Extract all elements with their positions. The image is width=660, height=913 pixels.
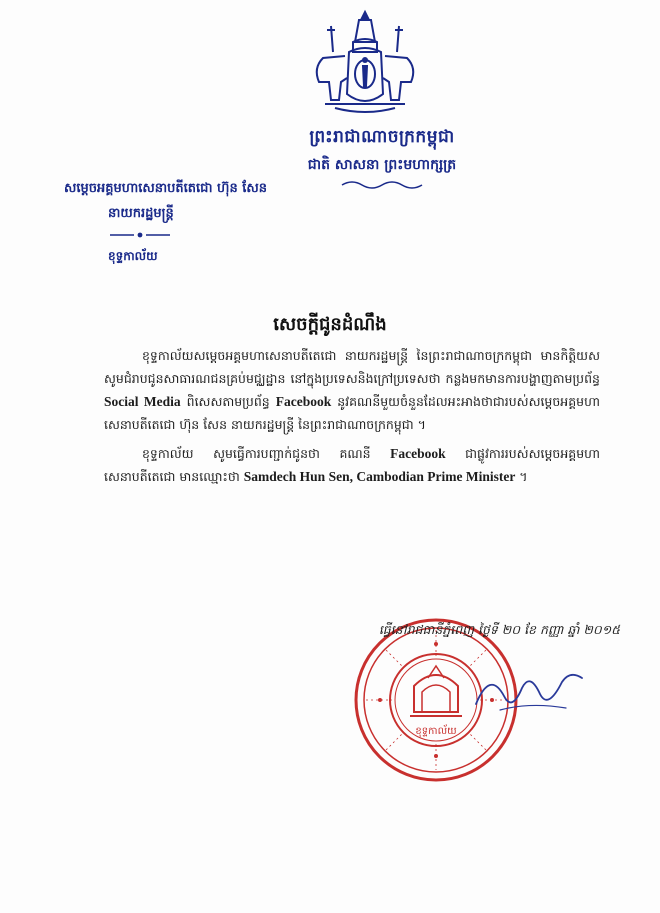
office-label: ខុទ្ទកាល័យ: [108, 249, 158, 263]
date-place-line: ធ្វើនៅរាជធានីភ្នំពេញ ថ្ងៃទី ២០ ខែ កញ្ញា ឆ្នាំ ២០១៥: [378, 622, 620, 637]
paragraph-1-text-a: ខុទ្ទកាល័យសម្តេចអគ្គមហាសេនាបតីតេជោ នាយករដ្ឋមន្ត្រី នៃព្រះរាជាណាចក្រកម្ពុជា មានកិត្តិយស សូមជំរាបជូនសាធារណជនគ្រប់មជ្ឈដ្ឋាន នៅក្នុងប្រទេសនិងក្រៅប្រទេសថា កន្លងមកមានការបង្ហាញតាមប្រព័ន្ធ: [104, 348, 600, 386]
facebook-term: Facebook: [275, 394, 332, 409]
paragraph-1: [104, 344, 600, 436]
kingdom-title: ព្រះរាជាណាចក្រកម្ពុជា: [309, 127, 455, 147]
seal-label: ខុទ្ទកាល័យ: [415, 726, 457, 737]
kingdom-header: [262, 126, 502, 176]
signature-mark: [470, 660, 590, 720]
paragraph-1-text-c: នូវគណនីមួយចំនួនដែលអះអាងថាជារបស់សម្តេចអគ្គមហាសេនាបតីតេជោ ហ៊ុន សែន នាយករដ្ឋមន្ត្រី នៃព្រះរាជាណាចក្រកម្ពុជា ។: [104, 394, 600, 432]
sender-divider-ornament: [108, 231, 172, 239]
royal-emblem-icon: [305, 8, 425, 120]
paragraph-2-end: ។: [519, 469, 528, 484]
sender-position: នាយករដ្ឋមន្ត្រី: [108, 206, 174, 221]
document-body: [104, 344, 600, 488]
facebook-term-2: Facebook: [390, 446, 446, 461]
paragraph-2: [104, 442, 600, 488]
sender-name: សម្តេចអគ្គមហាសេនាបតីតេជោ ហ៊ុន សែន: [64, 181, 267, 196]
sender-block: [64, 180, 324, 224]
paragraph-2-text-a: ខុទ្ទកាល័យ សូមធ្វើការបញ្ជាក់ជូនថា គណនី: [142, 446, 371, 461]
national-motto: ជាតិ សាសនា ព្រះមហាក្សត្រ: [307, 157, 457, 173]
paragraph-1-text-b: ពិសេសតាមប្រព័ន្ធ: [186, 394, 270, 409]
social-media-term: Social Media: [104, 394, 181, 409]
document-title: សេចក្តីជូនដំណឹង: [273, 314, 387, 335]
official-account-name: Samdech Hun Sen, Cambodian Prime Minister: [243, 469, 516, 484]
paragraph-2-text-b: ជាផ្លូវការរបស់សម្តេចអគ្គមហាសេនាបតីតេជោ មានឈ្មោះថា: [104, 446, 600, 484]
header-flourish-ornament: [340, 178, 424, 192]
